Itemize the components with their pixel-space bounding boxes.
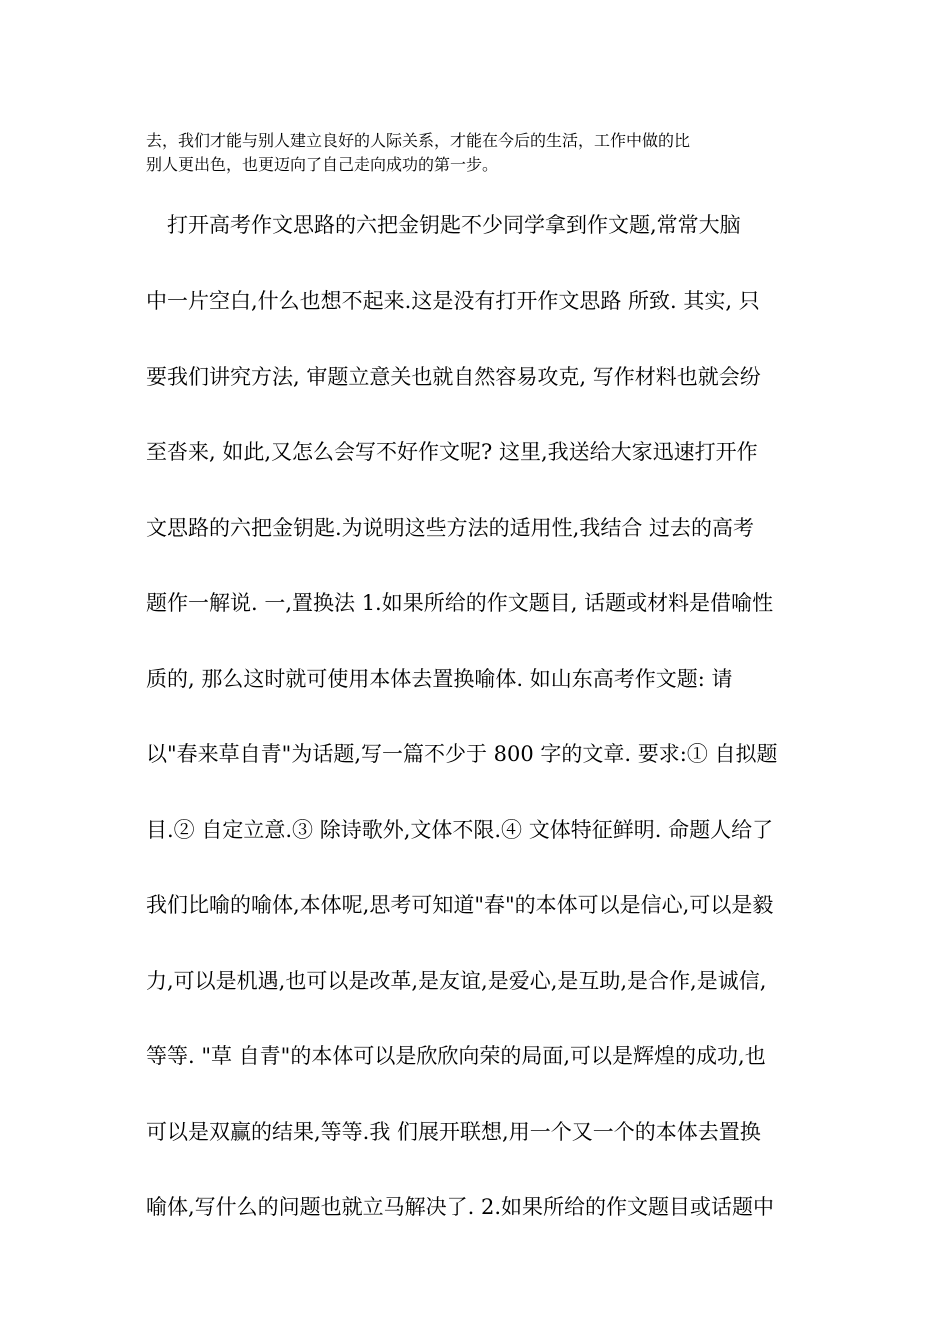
body-line-11: 力,可以是机遇,也可以是改革,是友谊,是爱心,是互助,是合作,是诚信, — [146, 969, 767, 993]
body-line-9: 目.② 自定立意.③ 除诗歌外,文体不限.④ 文体特征鲜明. 命题人给了 — [146, 818, 774, 842]
body-line-7: 质的, 那么这时就可使用本体去置换喻体. 如山东高考作文题: 请 — [146, 667, 733, 691]
body-line-13: 可以是双赢的结果,等等.我 们展开联想,用一个又一个的本体去置换 — [146, 1120, 761, 1144]
body-line-2: 中一片空白,什么也想不起来.这是没有打开作文思路 所致. 其实, 只 — [146, 289, 760, 313]
intro-line-1: 去，我们才能与别人建立良好的人际关系，才能在今后的生活，工作中做的比 — [146, 131, 691, 150]
body-line-5: 文思路的六把金钥匙.为说明这些方法的适用性,我结合 过去的高考 — [146, 516, 755, 540]
body-line-8: 以"春来草自青"为话题,写一篇不少于 800 字的文章. 要求:① 自拟题 — [146, 742, 778, 766]
body-line-3: 要我们讲究方法, 审题立意关也就自然容易攻克, 写作材料也就会纷 — [146, 365, 761, 389]
body-line-12: 等等. "草 自青"的本体可以是欣欣向荣的局面,可以是辉煌的成功,也 — [146, 1044, 766, 1068]
body-line-14: 喻体,写什么的问题也就立马解决了. 2.如果所给的作文题目或话题中 — [146, 1195, 775, 1219]
body-line-1: 打开高考作文思路的六把金钥匙不少同学拿到作文题,常常大脑 — [146, 213, 741, 237]
body-line-6: 题作一解说. 一,置换法 1.如果所给的作文题目, 话题或材料是借喻性 — [146, 591, 774, 615]
intro-line-2: 别人更出色，也更迈向了自己走向成功的第一步。 — [146, 155, 499, 174]
body-line-10: 我们比喻的喻体,本体呢,思考可知道"春"的本体可以是信心,可以是毅 — [146, 893, 774, 917]
body-line-4: 至沓来, 如此,又怎么会写不好作文呢? 这里,我送给大家迅速打开作 — [146, 440, 758, 464]
